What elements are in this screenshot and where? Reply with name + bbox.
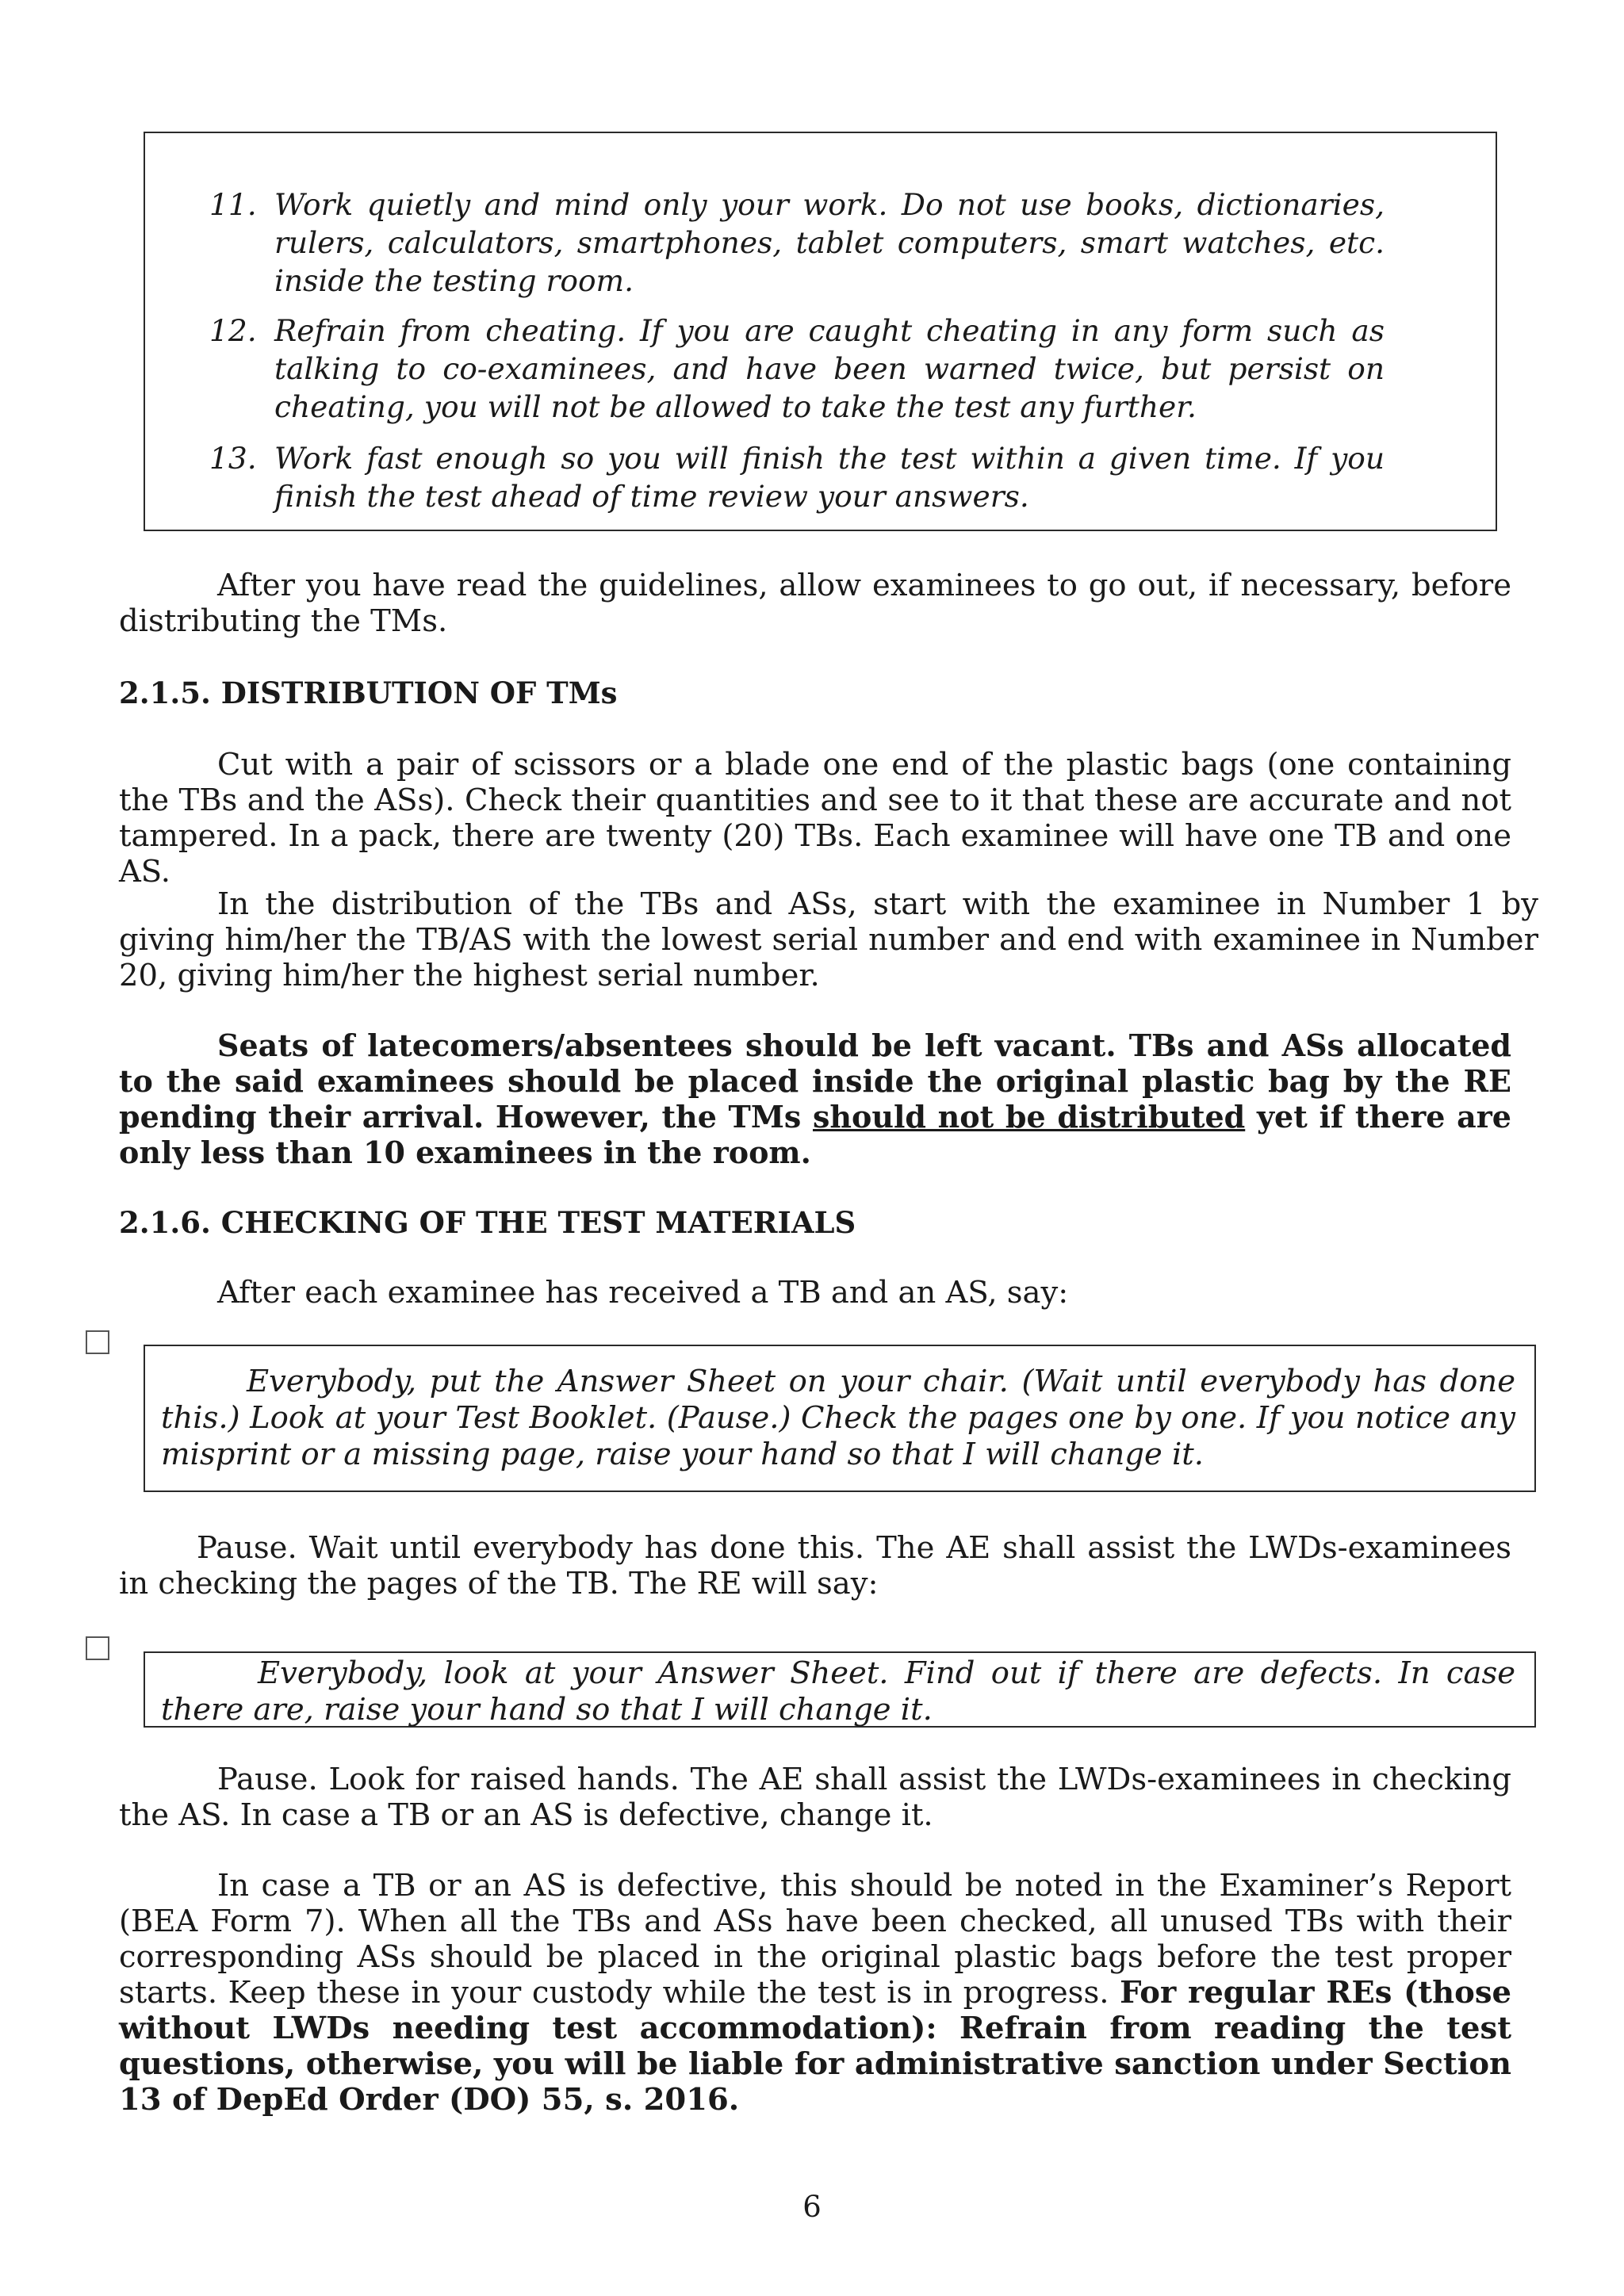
- notice-underlined-text: should not be distributed: [812, 1099, 1246, 1135]
- paragraph-text: Pause. Wait until everybody has done this. The AE shall assist the LWDs-examinees in checking the pages of the TB. The RE will say:: [119, 1530, 1511, 1601]
- defective-materials-paragraph: [119, 1868, 1511, 2118]
- guideline-text: Work quietly and mind only your work. Do not use books, dictionaries, rulers, calculators, smartphones, tablet computers, smart watches, etc. inside the testing room.: [274, 187, 1385, 298]
- notice-text: Seats of latecomers/absentees should be left vacant. TBs and ASs allocated to the said examinees should be placed inside the original plastic bag by the RE pending their arrival. However, the TMs: [119, 1027, 1511, 1135]
- paragraph-after-guidelines: [119, 568, 1511, 639]
- guideline-item: [209, 439, 1385, 515]
- guideline-text: Work fast enough so you will finish the test within a given time. If you finish the test ahead of time review your answers.: [274, 441, 1385, 514]
- guideline-item: [209, 186, 1385, 300]
- script-text: Everybody, put the Answer Sheet on your chair. (Wait until everybody has done this.) Look at your Test Booklet. (Pause.) Check the pages one by one. If you notice any misprint or a missing page, raise your hand so that I will change it.: [161, 1364, 1515, 1472]
- script-text: Everybody, look at your Answer Sheet. Find out if there are defects. In case there are, raise your hand so that I will change it.: [161, 1655, 1515, 1728]
- paragraph-text: In the distribution of the TBs and ASs, start with the examinee in Number 1 by giving him/her the TB/AS with the lowest serial number and end with examinee in Number 20, giving him/her the highest serial number.: [119, 886, 1538, 993]
- paragraph-text: In case a TB or an AS is defective, this should be noted in the Examiner’s Report (BEA Form 7). When all the TBs and ASs have been checked, all unused TBs with their corresponding ASs should be placed in the original plastic bags before the test proper starts. Keep these in your custody while the test is in progress.: [119, 1868, 1511, 2011]
- script-2-checkbox[interactable]: [86, 1636, 109, 1660]
- pause-paragraph-1: [119, 1530, 1511, 1601]
- sanction-warning-text: For regular REs (those without LWDs needing test accommodation): Refrain from reading the test questions, otherwise, you will be liable for administrative sanction under Section 13 of DepEd Order (DO) 55, s. 2016.: [119, 1975, 1511, 2118]
- script-box-2: [144, 1651, 1536, 1728]
- guideline-text: Refrain from cheating. If you are caught cheating in any form such as talking to co-examinees, and have been warned twice, but persist on cheating, you will not be allowed to take the test any further.: [274, 313, 1385, 424]
- paragraph-text: Cut with a pair of scissors or a blade one end of the plastic bags (one containing the TBs and the ASs). Check their quantities and see to it that these are accurate and not tampered. In a pack, there are twenty (20) TBs. Each examinee will have one TB and one AS.: [119, 747, 1511, 890]
- paragraph-text: After you have read the guidelines, allow examinees to go out, if necessary, before distributing the TMs.: [119, 568, 1511, 639]
- distribution-paragraph-2: [119, 886, 1538, 993]
- distribution-paragraph-1: [119, 747, 1511, 890]
- guideline-item: [209, 312, 1385, 426]
- latecomers-notice: [119, 1027, 1511, 1170]
- section-heading-2-1-5: 2.1.5. DISTRIBUTION OF TMs: [119, 675, 618, 710]
- notice-text: yet if there are only less than 10 examinees in the room.: [119, 1099, 1511, 1170]
- paragraph-text: After each examinee has received a TB and an AS, say:: [217, 1275, 1069, 1311]
- pause-paragraph-2: [119, 1762, 1511, 1833]
- script-box-1: [144, 1345, 1536, 1492]
- checking-intro: [119, 1275, 1511, 1311]
- script-1-checkbox[interactable]: [86, 1330, 109, 1354]
- guideline-number: 12.: [209, 313, 257, 348]
- paragraph-text: Pause. Look for raised hands. The AE shall assist the LWDs-examinees in checking the AS. In case a TB or an AS is defective, change it.: [119, 1762, 1511, 1833]
- guideline-number: 11.: [209, 187, 257, 222]
- section-heading-2-1-6: 2.1.6. CHECKING OF THE TEST MATERIALS: [119, 1205, 856, 1240]
- guideline-number: 13.: [209, 441, 257, 476]
- page-number: 6: [802, 2190, 822, 2224]
